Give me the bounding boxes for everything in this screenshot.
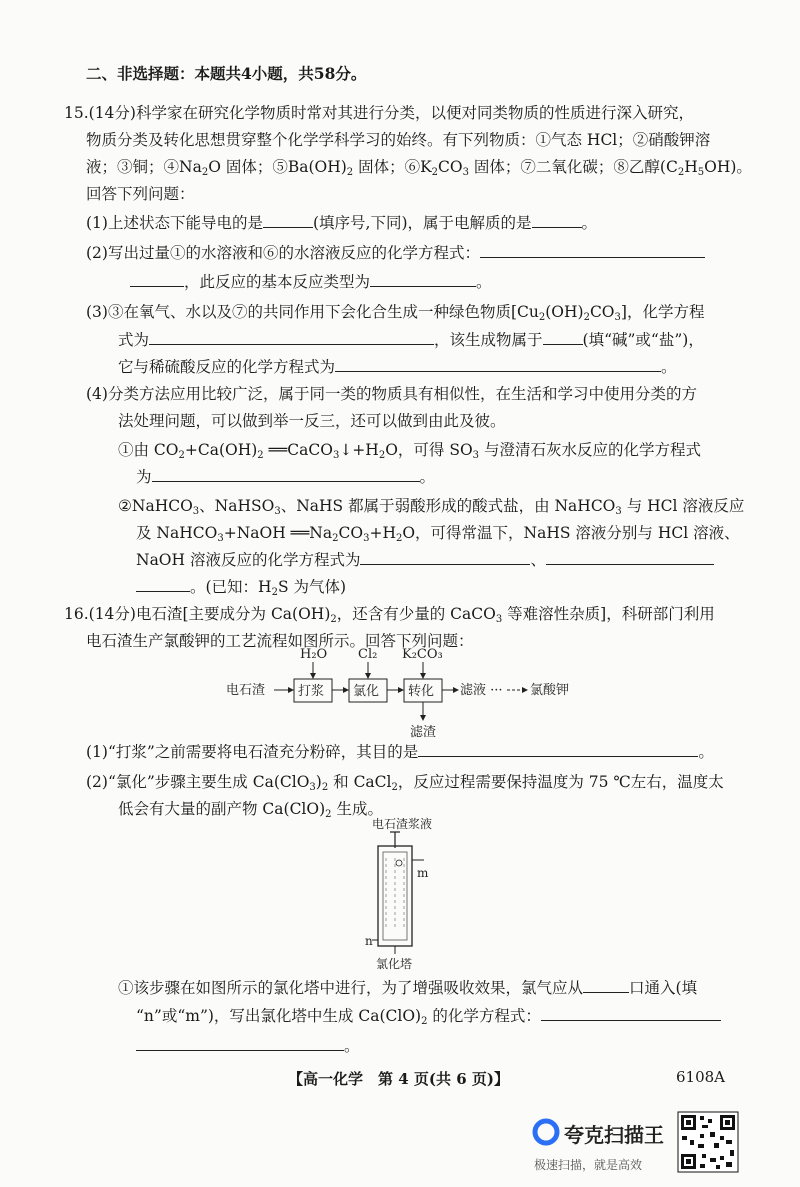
scanner-watermark bbox=[530, 1110, 800, 1187]
q15-part4b: 法处理问题，可以做到举一反三，还可以做到由此及彼。 bbox=[118, 412, 506, 430]
tower-n-label: n bbox=[365, 934, 373, 948]
flow-box2-label: 氯化 bbox=[353, 684, 380, 699]
flow-box3-label: 转化 bbox=[408, 684, 435, 699]
scanner-logo-icon bbox=[535, 1121, 557, 1143]
q15-part1: (1)上述状态下能导电的是 (填序号,下同)，属于电解质的是 。 bbox=[86, 214, 598, 232]
answer-blank[interactable] bbox=[583, 978, 629, 993]
flow-input-k2co3: K₂CO₃ bbox=[402, 647, 443, 662]
q15-part3c: 它与稀硫酸反应的化学方程式为 。 bbox=[118, 358, 677, 376]
q15-part2b: ，此反应的基本反应类型为 。 bbox=[130, 272, 492, 292]
tower-m-label: m bbox=[417, 866, 429, 880]
q16-part2: (2)“氯化”步骤主要生成 $Ca(ClO_3)_2$ 和 CaCl$_2$，反应过程需要保持温度为 75 ℃左右，温度太 bbox=[86, 773, 724, 793]
q15-sub2c: NaOH 溶液反应的化学方程式为 、 bbox=[136, 550, 714, 570]
flow-end: 氯酸钾 bbox=[530, 683, 570, 698]
q16-sub1: ①该步骤在如图所示的氯化塔中进行，为了增强吸收效果，氯气应从 口通入(填 bbox=[118, 979, 698, 997]
q15-line2: 物质分类及转化思想贯穿整个化学学科学习的始终。有下列物质：①气态 HCl；②硝酸钾溶 bbox=[86, 131, 711, 149]
tower-top-label: 电石渣浆液 bbox=[372, 817, 433, 831]
answer-blank[interactable] bbox=[541, 1006, 721, 1021]
flow-box1-label: 打浆 bbox=[298, 684, 325, 699]
q15-line4: 回答下列问题： bbox=[86, 185, 195, 203]
q16-part1: (1)“打浆”之前需要将电石渣充分粉碎，其目的是 。 bbox=[86, 743, 714, 761]
flow-input-chlorine: Cl₂ bbox=[358, 647, 378, 662]
section-title: 二、非选择题：本题共4小题，共58分。 bbox=[86, 64, 367, 83]
q15-sub2: ②NaHCO$_3$、NaHSO$_3$、NaHS 都属于弱酸形成的酸式盐，由 NaHCO$_3$ 与 HCl 溶液反应 bbox=[118, 497, 745, 517]
answer-blank[interactable] bbox=[136, 1036, 344, 1051]
flow-start: 电石渣 bbox=[226, 683, 266, 698]
q15-part3b: 式为 ，该生成物属于 (填“碱”或“盐”)， bbox=[118, 331, 704, 349]
q15-line1: 15.(14分)科学家在研究化学物质时常对其进行分类，以便对同类物质的性质进行深入研究， bbox=[64, 104, 694, 122]
q15-part4: (4)分类方法应用比较广泛，属于同一类的物质具有相似性，在生活和学习中使用分类的方 bbox=[86, 385, 697, 403]
q16-line1: 16.(14分)电石渣[主要成分为 $Ca(OH)_2$，还含有少量的 CaCO$_3$ 等难溶性杂质]，科研部门利用 bbox=[64, 605, 715, 625]
q15-sub2d: 。(已知：$H_2S$ 为气体) bbox=[136, 577, 346, 597]
q15-part2: (2)写出过量①的水溶液和⑥的水溶液反应的化学方程式： bbox=[86, 243, 705, 263]
page-footer: 【高一化学 第 4 页(共 6 页)】 bbox=[288, 1070, 509, 1088]
q15-sub1: ①由 $CO_2+Ca(OH)_2$ $══CaCO_3↓+H_2O$，可得 $SO_3$ 与澄清石灰水反应的化学方程式 bbox=[118, 441, 701, 461]
q15-line3: 液；③铜；$④Na_2O$ 固体；$⑤Ba(OH)_2$ 固体；$⑥K_2CO_3$ 固体；⑦二氧化碳；⑧乙醇$(C_2H_5OH)$。 bbox=[86, 158, 752, 178]
flow-residue: 滤渣 bbox=[410, 725, 437, 740]
q16-line2: 电石渣生产氯酸钾的工艺流程如图所示。回答下列问题： bbox=[86, 632, 474, 650]
answer-blank[interactable] bbox=[418, 742, 698, 757]
flow-input-water: H₂O bbox=[300, 647, 328, 662]
chlorination-tower bbox=[372, 832, 424, 954]
q15-sub2b: 及 NaHCO$_3$+NaOH $══Na_2CO_3+H_2O$，可得常温下，NaHS 溶液分别与 HCl 溶液、 bbox=[136, 524, 740, 544]
scanner-brand: 夸克扫描王 bbox=[564, 1123, 664, 1147]
tower-name: 氯化塔 bbox=[376, 957, 413, 971]
q16-sub1c: 。 bbox=[136, 1036, 360, 1056]
q15-sub1b: 为 。 bbox=[136, 468, 436, 486]
paper-code: 6108A bbox=[676, 1068, 726, 1086]
q16-part2b: 低会有大量的副产物 $Ca(ClO)_2$ 生成。 bbox=[118, 800, 383, 820]
q15-part3: (3)③在氧气、水以及⑦的共同作用下会化合生成一种绿色物质$[Cu_2(OH)_2CO_3]$，化学方程 bbox=[86, 303, 705, 323]
scanner-slogan: 极速扫描，就是高效 bbox=[534, 1158, 643, 1172]
flow-filtrate: 滤液 ··· bbox=[460, 683, 503, 698]
q16-sub1b: “n”或“m”)，写出氯化塔中生成 $Ca(ClO)_2$ 的化学方程式： bbox=[136, 1006, 721, 1026]
